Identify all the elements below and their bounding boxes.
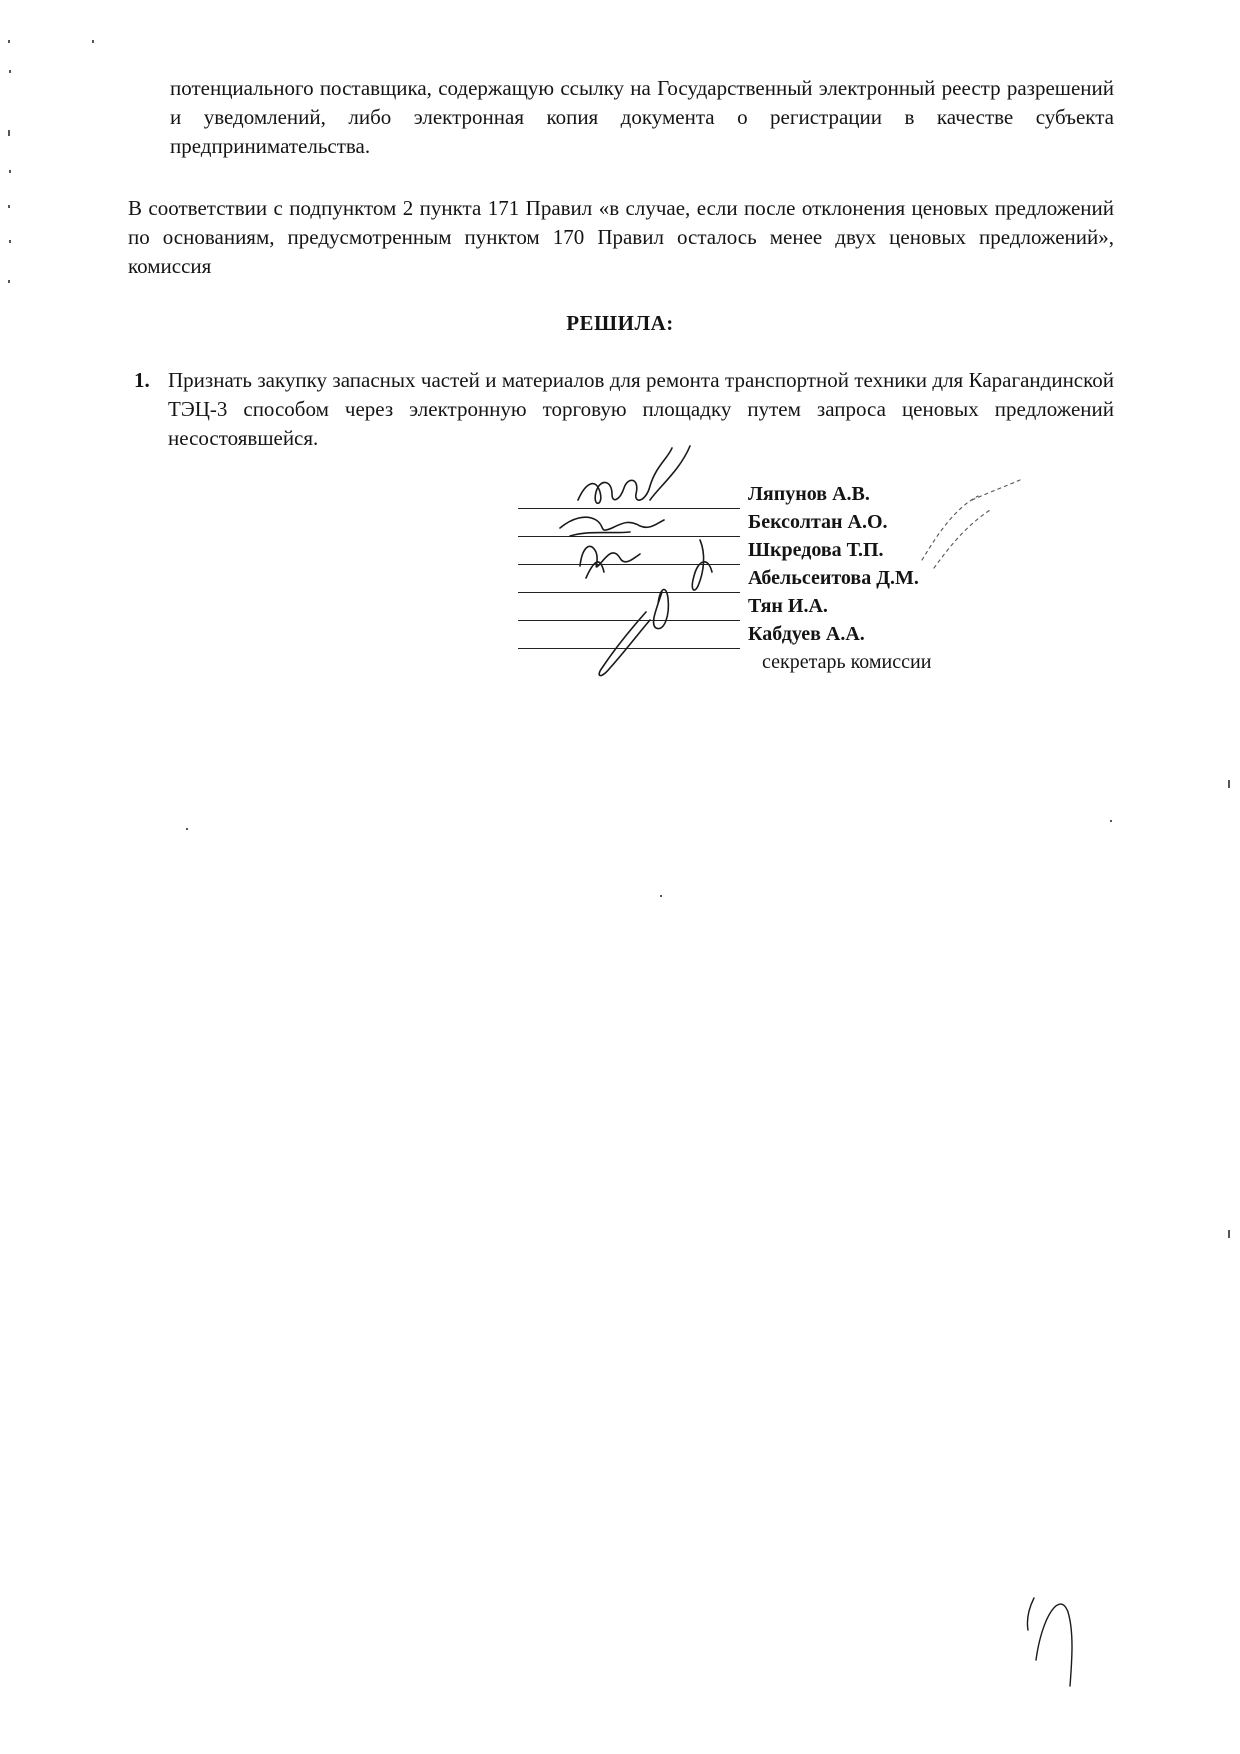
signatory-name: Тян И.А.	[748, 595, 828, 617]
secretary-role: секретарь комиссии	[762, 651, 932, 673]
signature-line	[518, 648, 740, 649]
paragraph-continuation: потенциального поставщика, содержащую ссылку на Государственный электронный реестр разрешений и уведомлений, либо электронная копия документа о регистрации в качестве субъекта предпринимательства.	[170, 76, 1114, 158]
signatory-name: Кабдуев А.А.	[748, 623, 865, 645]
signatory-name: Бексолтан А.О.	[748, 511, 888, 533]
signature-line	[518, 564, 740, 565]
signature-line	[518, 592, 740, 593]
signature-line	[518, 620, 740, 621]
signature-line	[518, 536, 740, 537]
signatory-name: Шкредова Т.П.	[748, 539, 884, 561]
corner-initial-mark	[1027, 1598, 1072, 1686]
paragraph-basis: В соответствии с подпунктом 2 пункта 171 Правил «в случае, если после отклонения ценовых предложений по основаниям, предусмотренным пунктом 170 Правил осталось менее двух ценовых предложений», комиссия	[128, 196, 1114, 278]
decision-heading: РЕШИЛА:	[566, 311, 674, 335]
signature-line	[518, 508, 740, 509]
decision-number: 1.	[134, 368, 150, 392]
decision-text: Признать закупку запасных частей и материалов для ремонта транспортной техники для Карагандинской ТЭЦ-3 способом через электронную торговую площадку путем запроса ценовых предложений несостоявшейся.	[168, 368, 1114, 450]
signatory-name: Ляпунов А.В.	[748, 483, 870, 505]
signatory-name: Абельсеитова Д.М.	[748, 567, 919, 589]
signatures-block	[518, 480, 1038, 690]
